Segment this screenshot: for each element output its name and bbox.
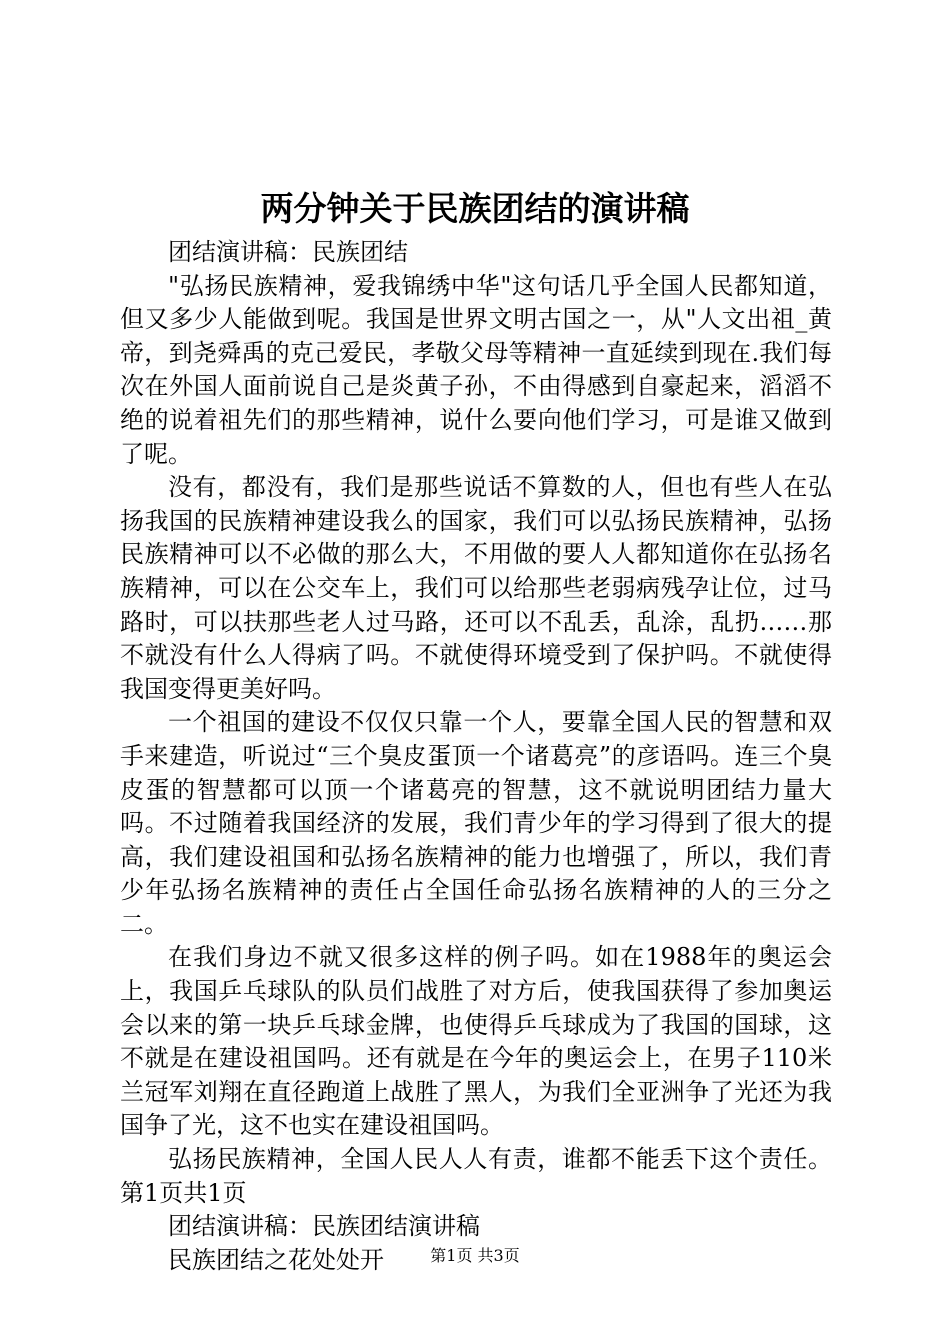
document-title: 两分钟关于民族团结的演讲稿 (260, 189, 690, 228)
page-footer: 第1页 共3页 (430, 1246, 520, 1265)
paragraph-subtitle: 团结演讲稿：民族团结 (168, 238, 408, 266)
paragraph: 弘扬民族精神，全国人民人人有责，谁都不能丢下这个责任。第1页共1页 (120, 1145, 832, 1207)
paragraph: "弘扬民族精神，爱我锦绣中华"这句话几乎全国人民都知道，但又多少人能做到呢。我国是世界文明古国之一，从"人文出祖_黄帝，到尧舜禹的克己爱民，孝敬父母等精神一直延续到现在.我们每次在外国人面前说自己是炎黄子孙，不由得感到自豪起来，滔滔不绝的说着祖先们的那些精神，说什么要向他们学习，可是谁又做到了呢。 (120, 271, 832, 468)
document-body (120, 236, 832, 1277)
paragraph: 在我们身边不就又很多这样的例子吗。如在1988年的奥运会上，我国乒乓球队的队员们战胜了对方后，使我国获得了参加奥运会以来的第一块乒乓球金牌，也使得乒乓球成为了我国的国球，这不就是在建设祖国吗。还有就是在今年的奥运会上，在男子110米兰冠军刘翔在直径跑道上战胜了黑人，为我们全亚洲争了光还为我国争了光，这不也实在建设祖国吗。 (120, 943, 832, 1140)
paragraph: 没有，都没有，我们是那些说话不算数的人，但也有些人在弘扬我国的民族精神建设我么的国家，我们可以弘扬民族精神，弘扬民族精神可以不必做的那么大，不用做的要人人都知道你在弘扬名族精神，可以在公交车上，我们可以给那些老弱病残孕让位，过马路时，可以扶那些老人过马路，还可以不乱丢，乱涂，乱扔……那不就没有什么人得病了吗。不就使得环境受到了保护吗。不就使得我国变得更美好吗。 (120, 473, 832, 703)
paragraph-subtitle: 团结演讲稿：民族团结演讲稿 (168, 1212, 480, 1241)
paragraph-heading: 民族团结之花处处开 (168, 1245, 384, 1274)
paragraph: 一个祖国的建设不仅仅只靠一个人，要靠全国人民的智慧和双手来建造，听说过“三个臭皮蛋顶一个诸葛亮”的彦语吗。连三个臭皮蛋的智慧都可以顶一个诸葛亮的智慧，这不就说明团结力量大吗。不过随着我国经济的发展，我们青少年的学习得到了很大的提高，我们建设祖国和弘扬名族精神的能力也增强了，所以，我们青少年弘扬名族精神的责任占全国任命弘扬名族精神的人的三分之二。 (120, 708, 832, 938)
